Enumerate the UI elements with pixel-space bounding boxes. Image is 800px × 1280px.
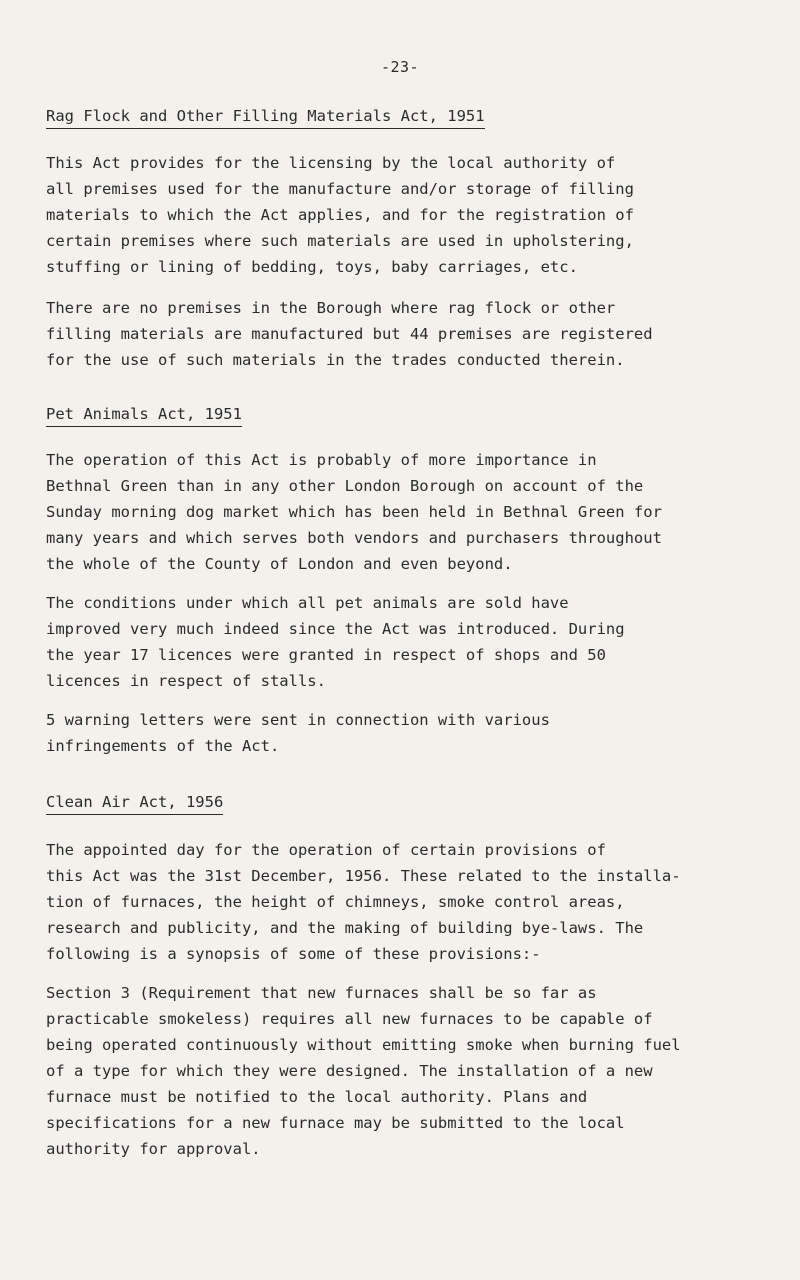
paragraph-pet-animals-warnings: 5 warning letters were sent in connection with various infringements of the Act. [46, 711, 550, 755]
paragraph-rag-flock-licensing: This Act provides for the licensing by the local authority of all premises used for the manufacture and/or storage of filling materials to which the Act applies, and for the registration of certain premises where such materials are used in upholstering, stuffing or lining of bedding, toys, baby carriages, etc. [46, 154, 634, 276]
section-heading-pet-animals: Pet Animals Act, 1951 [46, 404, 242, 427]
section-heading-rag-flock: Rag Flock and Other Filling Materials Act, 1951 [46, 106, 485, 129]
paragraph-pet-animals-market: The operation of this Act is probably of more importance in Bethnal Green than in any other London Borough on account of the Sunday morning dog market which has been held in Bethnal Green for many years and which serves both vendors and purchasers throughout the whole of the County of London and even beyond. [46, 451, 662, 573]
paragraph-rag-flock-premises: There are no premises in the Borough where rag flock or other filling materials are manufactured but 44 premises are registered for the use of such materials in the trades conducted therein. [46, 299, 653, 369]
paragraph-clean-air-section-3: Section 3 (Requirement that new furnaces shall be so far as practicable smokeless) requires all new furnaces to be capable of being operated continuously without emitting smoke when burning fuel of a type for which they were designed. The installation of a new furnace must be notified to the local authority. Plans and specifications for a new furnace may be submitted to the local authority for approval. [46, 984, 681, 1158]
paragraph-pet-animals-licences: The conditions under which all pet animals are sold have improved very much indeed since the Act was introduced. During the year 17 licences were granted in respect of shops and 50 licences in respect of stalls. [46, 594, 625, 690]
section-heading-clean-air: Clean Air Act, 1956 [46, 792, 223, 815]
page-number: -23- [380, 58, 420, 76]
paragraph-clean-air-appointed-day: The appointed day for the operation of certain provisions of this Act was the 31st December, 1956. These related to the installa- tion of furnaces, the height of chimneys, smoke control areas, research and publicity, and the making of building bye-laws. The following is a synopsis of some of these provisions:- [46, 841, 681, 963]
